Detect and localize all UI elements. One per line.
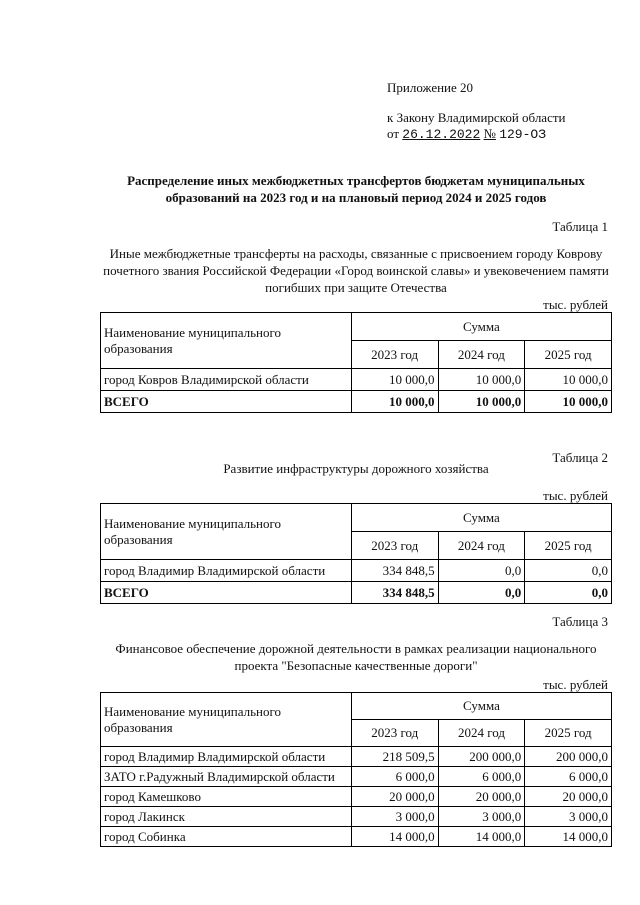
table2-label: Таблица 2 <box>552 450 608 465</box>
table3-year-2023: 2023 год <box>351 720 438 747</box>
table2 <box>100 503 612 604</box>
row-value-2025: 6 000,0 <box>525 767 612 787</box>
row-value-2023: 6 000,0 <box>351 767 438 787</box>
row-value-2023: 10 000,0 <box>351 369 438 391</box>
row-name: город Владимир Владимирской области <box>101 747 352 767</box>
table-row <box>101 827 612 847</box>
row-value-2023: 20 000,0 <box>351 787 438 807</box>
total-value-2025: 10 000,0 <box>525 391 612 413</box>
row-value-2024: 6 000,0 <box>438 767 525 787</box>
table1-year-2023: 2023 год <box>351 341 438 369</box>
appendix-label: Приложение 20 <box>387 80 474 95</box>
law-number-sign: № <box>483 126 496 141</box>
row-value-2025: 10 000,0 <box>525 369 612 391</box>
row-value-2024: 14 000,0 <box>438 827 525 847</box>
total-value-2023: 10 000,0 <box>351 391 438 413</box>
table3-header-sum: Сумма <box>351 693 611 720</box>
row-value-2025: 3 000,0 <box>525 807 612 827</box>
table1-header-sum: Сумма <box>351 313 611 341</box>
row-name: город Камешково <box>101 787 352 807</box>
table-row <box>101 767 612 787</box>
total-value-2025: 0,0 <box>525 582 612 604</box>
table3-unit: тыс. рублей <box>543 677 608 692</box>
total-value-2024: 0,0 <box>438 582 525 604</box>
table3 <box>100 692 612 847</box>
row-value-2024: 3 000,0 <box>438 807 525 827</box>
row-name: ЗАТО г.Радужный Владимирской области <box>101 767 352 787</box>
table-row <box>101 560 612 582</box>
total-label: ВСЕГО <box>101 391 352 413</box>
row-value-2025: 200 000,0 <box>525 747 612 767</box>
total-row <box>101 391 612 413</box>
table2-unit: тыс. рублей <box>543 488 608 503</box>
table1-label: Таблица 1 <box>552 219 608 234</box>
table3-year-2025: 2025 год <box>525 720 612 747</box>
table1 <box>100 312 612 413</box>
table-row <box>101 807 612 827</box>
total-row <box>101 582 612 604</box>
row-value-2024: 200 000,0 <box>438 747 525 767</box>
row-value-2023: 3 000,0 <box>351 807 438 827</box>
table-row <box>101 787 612 807</box>
table2-header-sum: Сумма <box>351 504 611 532</box>
table1-header-name: Наименование муниципального образования <box>101 313 352 369</box>
table3-caption: Финансовое обеспечение дорожной деятельности в рамках реализации национального проекта "Безопасные качественные дороги" <box>115 641 597 673</box>
row-value-2025: 14 000,0 <box>525 827 612 847</box>
table1-caption: Иные межбюджетные трансферты на расходы, связанные с присвоением городу Коврову почетного звания Российской Федерации «Город воинской славы» и увековечением памяти погибших при защите Отечества <box>103 246 609 295</box>
row-value-2024: 10 000,0 <box>438 369 525 391</box>
table3-label: Таблица 3 <box>552 614 608 629</box>
law-date-line <box>387 126 565 143</box>
row-value-2025: 20 000,0 <box>525 787 612 807</box>
row-value-2025: 0,0 <box>525 560 612 582</box>
law-prefix: от <box>387 126 400 141</box>
law-date: 26.12.2022 <box>402 127 481 142</box>
table-row <box>101 369 612 391</box>
table1-year-2025: 2025 год <box>525 341 612 369</box>
total-value-2023: 334 848,5 <box>351 582 438 604</box>
row-name: город Лакинск <box>101 807 352 827</box>
row-name: город Собинка <box>101 827 352 847</box>
law-number: 129-ОЗ <box>499 127 546 142</box>
table2-year-2024: 2024 год <box>438 532 525 560</box>
row-value-2023: 334 848,5 <box>351 560 438 582</box>
document-title: Распределение иных межбюджетных трансфертов бюджетам муниципальных образований на 2023 год и на плановый период 2024 и 2025 годов <box>127 173 585 205</box>
row-value-2023: 218 509,5 <box>351 747 438 767</box>
row-name: город Владимир Владимирской области <box>101 560 352 582</box>
row-value-2023: 14 000,0 <box>351 827 438 847</box>
table2-header-name: Наименование муниципального образования <box>101 504 352 560</box>
table3-year-2024: 2024 год <box>438 720 525 747</box>
table-row <box>101 747 612 767</box>
law-title: к Закону Владимирской области <box>387 110 566 125</box>
table1-unit: тыс. рублей <box>543 297 608 312</box>
table2-year-2025: 2025 год <box>525 532 612 560</box>
table1-year-2024: 2024 год <box>438 341 525 369</box>
total-value-2024: 10 000,0 <box>438 391 525 413</box>
table2-caption: Развитие инфраструктуры дорожного хозяйства <box>223 461 489 476</box>
total-label: ВСЕГО <box>101 582 352 604</box>
row-value-2024: 20 000,0 <box>438 787 525 807</box>
row-value-2024: 0,0 <box>438 560 525 582</box>
law-reference <box>387 110 565 143</box>
table3-header-name: Наименование муниципального образования <box>101 693 352 747</box>
table2-year-2023: 2023 год <box>351 532 438 560</box>
row-name: город Ковров Владимирской области <box>101 369 352 391</box>
